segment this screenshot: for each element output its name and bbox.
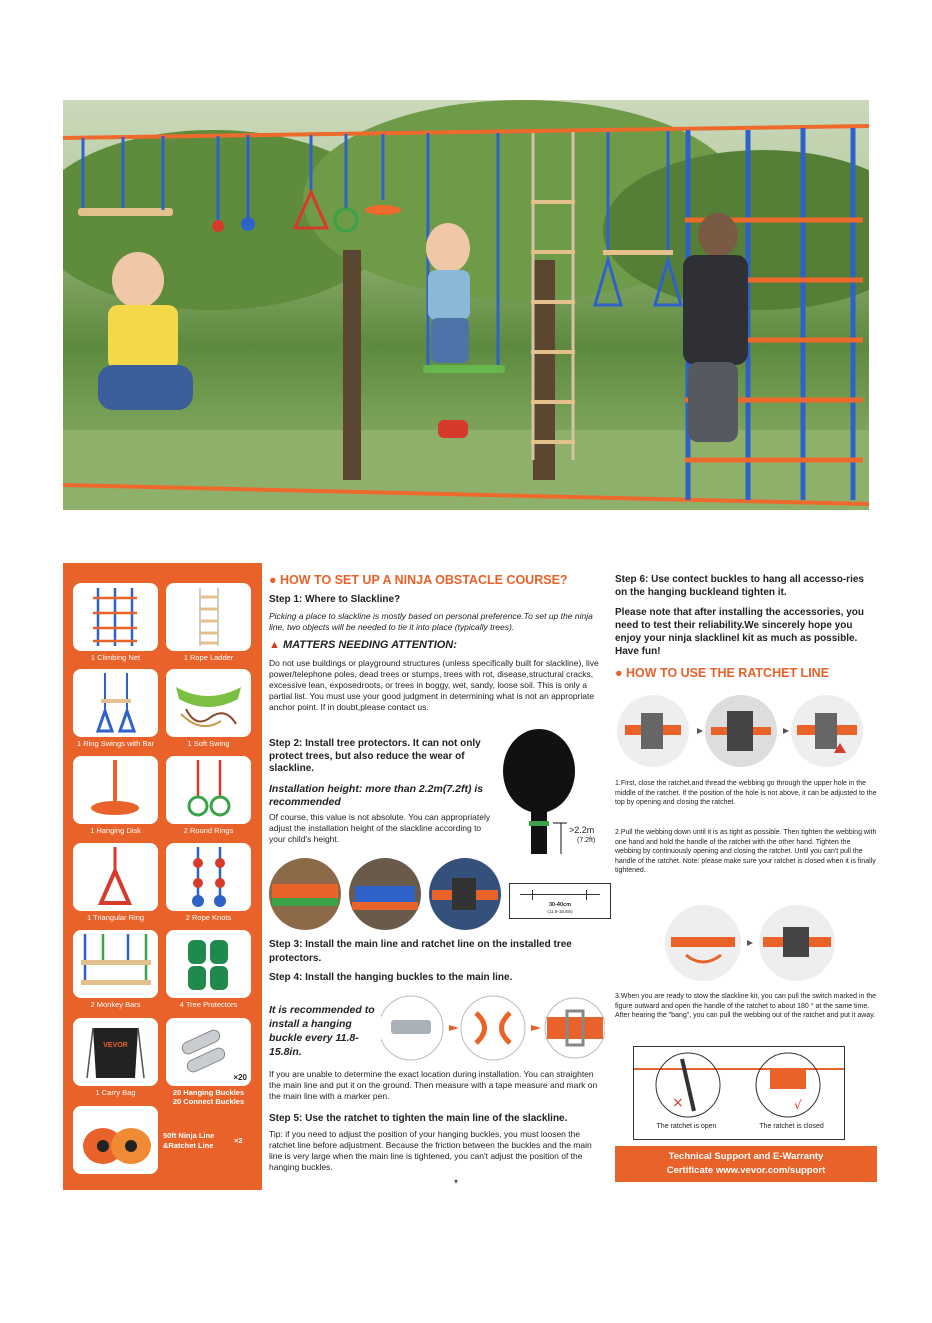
gap-label: 30-40cm <box>548 902 572 908</box>
kit-item-label: 1 Ring Swings with Bar <box>76 739 155 748</box>
kit-item-label: 1 Hanging Disk <box>90 826 141 835</box>
step5-text: Tip: if you need to adjust the position of your hanging buckles, you must loosen the ratchet line before adjustment. Because the friction between the buckles and the main line is very large when the main line is tightened, you can't adjust the position of the hanging buckles. <box>269 1129 592 1172</box>
climbing-net-icon <box>73 583 158 651</box>
kit-item-label: 1 Carry Bag <box>95 1088 136 1097</box>
triangular-ring-icon <box>73 843 158 911</box>
kit-item-label: 2 Round Rings <box>183 826 234 835</box>
kit-item-rope-knots <box>166 843 251 922</box>
step3-title: Step 3: Install the main line and ratchet line on the installed tree protectors. <box>269 939 572 964</box>
ratchet-paragraph-2: 2.Pull the webbing down until it is as tight as possible. Then tighten the webbing with one hand and hold the handle of the ratchet with the other hand. Tighten the webbing by continuously opening and closing the ratchet. Until you can't pull the handle of the ratchet. Note: please make sure your ratchet is closed when it is finally tightened. <box>615 829 877 874</box>
step1-title: Step 1: Where to Slackline? <box>269 594 401 605</box>
step2-title: Step 2: Install tree protectors. It can not only protect trees, but also reduce the wear of slackline. <box>269 738 481 774</box>
ratchet-open-closed-icon <box>634 1047 844 1121</box>
bag-brand-logo: VEVOR <box>103 1042 128 1049</box>
rope-ladder-icon <box>166 583 251 651</box>
kit-item-hanging-disk <box>73 756 158 835</box>
buckle-text: If you are unable to determine the exact location during installation. You can straighten the main line and put it on the ground. Then measure with a tape measure and mark on the main line with a marker pen. <box>269 1069 598 1101</box>
kit-item-label: 1 Climbing Net <box>90 653 141 662</box>
hanging-disk-icon <box>73 756 158 824</box>
kit-item-label: 1 Soft Swing <box>187 739 230 748</box>
ratchet-heading: ● HOW TO USE THE RATCHET LINE <box>615 666 830 680</box>
kit-item-monkey-bars <box>73 930 158 1009</box>
attention-text: Do not use buildings or playground structures (unless specifically built for slackline), live power/telephone poles, dead trees or stumps, trees with rot, disease,structural cracks, excessive lean, exposedroots, or trees in boggy, wet, sandy, loose soil. This is only a partial list. You must use your good judgment in determining what is not an appropriate anchor point. If in doubt,please contact us. <box>269 658 599 712</box>
ratchet-open-closed-diagram <box>633 1046 845 1140</box>
kit-item-soft-swing <box>166 669 251 748</box>
setup-heading: ● HOW TO SET UP A NINJA OBSTACLE COURSE? <box>269 573 568 587</box>
step4-title: Step 4: Install the hanging buckles to the main line. <box>269 972 513 983</box>
rope-knots-icon <box>166 843 251 911</box>
monkey-bars-icon <box>73 930 158 998</box>
buckles-icon <box>166 1018 251 1086</box>
ratchet-closed-label: The ratchet is closed <box>759 1123 824 1130</box>
tree-protector-icon <box>166 930 251 998</box>
height-sublabel: (7.2ft) <box>577 837 596 844</box>
manual-panel <box>63 563 878 1190</box>
tree-protector-photos <box>267 856 507 934</box>
ratchet-paragraph-1: 1.First, close the ratchet,and thread the webbing go through the upper hole in the middle of the ratchet. If the position of the hole is not above, it can be adjusted to the top by opening and closing the ratchet. <box>615 780 877 806</box>
kit-item-label: 2 Rope Knots <box>185 913 232 922</box>
kit-item-label: 4 Tree Protectors <box>179 1000 238 1009</box>
support-link[interactable]: Technical Support and E-Warranty Certificate www.vevor.com/support <box>615 1146 877 1182</box>
ratchet-open-label: The ratchet is open <box>656 1123 717 1130</box>
test-note: Please note that after installing the accessories, you need to test their reliability.We sincerely hope you enjoy your ninja slacklinel kit as much as possible. Have fun! <box>615 607 864 657</box>
round-rings-icon <box>166 756 251 824</box>
kit-item-round-rings <box>166 756 251 835</box>
step1-text: Picking a place to slackline is mostly based on personal preference.To set up the ninja line, two objects will be needed to tie it into place (typically trees). <box>269 611 593 632</box>
kit-item-climbing-net <box>73 583 158 662</box>
ninja-course-illustration <box>63 100 869 510</box>
buckle-recommend: It is recommended to install a hanging buckle every 11.8-15.8in. <box>269 1004 375 1058</box>
buckle-install-diagram <box>381 993 605 1063</box>
ninja-line-icon <box>73 1106 158 1174</box>
ninja-line-multiplier: ×2 <box>234 1136 243 1145</box>
kit-item-ring-swings <box>73 669 158 748</box>
attention-title: MATTERS NEEDING ATTENTION: <box>282 639 457 651</box>
buckle-gap-diagram <box>509 883 611 919</box>
scroll-down-icon[interactable]: ▾ <box>454 1177 459 1186</box>
kit-item-tree-protectors <box>166 930 251 1009</box>
height-label: >2.2m <box>569 825 595 835</box>
svg-text:×: × <box>672 1095 684 1111</box>
kit-item-ninja-line <box>73 1106 158 1174</box>
kit-item-label: 1 Rope Ladder <box>183 653 234 662</box>
kit-item-label: 1 Triangular Ring <box>86 913 145 922</box>
soft-swing-icon <box>166 669 251 737</box>
buckle-multiplier: ×20 <box>233 1073 247 1082</box>
svg-text:√: √ <box>794 1098 802 1112</box>
ring-swing-icon <box>73 669 158 737</box>
kit-contents-column <box>63 563 262 1190</box>
height-text: Of course, this value is not absolute. You can appropriately adjust the installation height of the slackline according to your child's height. <box>269 812 491 844</box>
step5-title: Step 5: Use the ratchet to tighten the main line of the slackline. <box>269 1113 568 1124</box>
ninja-line-label: 50ft Ninja Line &Ratchet Line <box>163 1131 215 1150</box>
height-title: Installation height: more than 2.2m(7.2ft) is recommended <box>269 783 484 808</box>
step6-title: Step 6: Use contect buckles to hang all accesso-ries on the hanging buckleand tighten it. <box>615 574 864 598</box>
attention-row <box>269 639 457 651</box>
kit-item-buckles <box>166 1018 251 1106</box>
kit-item-label: 20 Hanging Buckles 20 Connect Buckles <box>172 1088 245 1106</box>
kit-item-triangular-ring <box>73 843 158 922</box>
ratchet-step1-photos <box>615 691 877 776</box>
kit-item-label: 2 Monkey Bars <box>90 1000 141 1009</box>
kit-item-rope-ladder <box>166 583 251 662</box>
kit-item-carry-bag <box>73 1018 158 1097</box>
gap-sublabel: (11.8-15.8in) <box>547 909 573 914</box>
hero-photo <box>63 100 869 510</box>
ratchet-paragraph-3: 3.When you are ready to stow the slackline kit, you can pull the switch marked in the figure outward and open the handle of the ratchet to about 180 ° at the same time. After hearing the "bang", you can pull the webbing out of the ratchet and put it away. <box>615 993 877 1019</box>
warning-icon: ▲ <box>269 639 280 651</box>
carry-bag-icon <box>73 1018 158 1086</box>
ratchet-step2-photos <box>661 903 841 983</box>
